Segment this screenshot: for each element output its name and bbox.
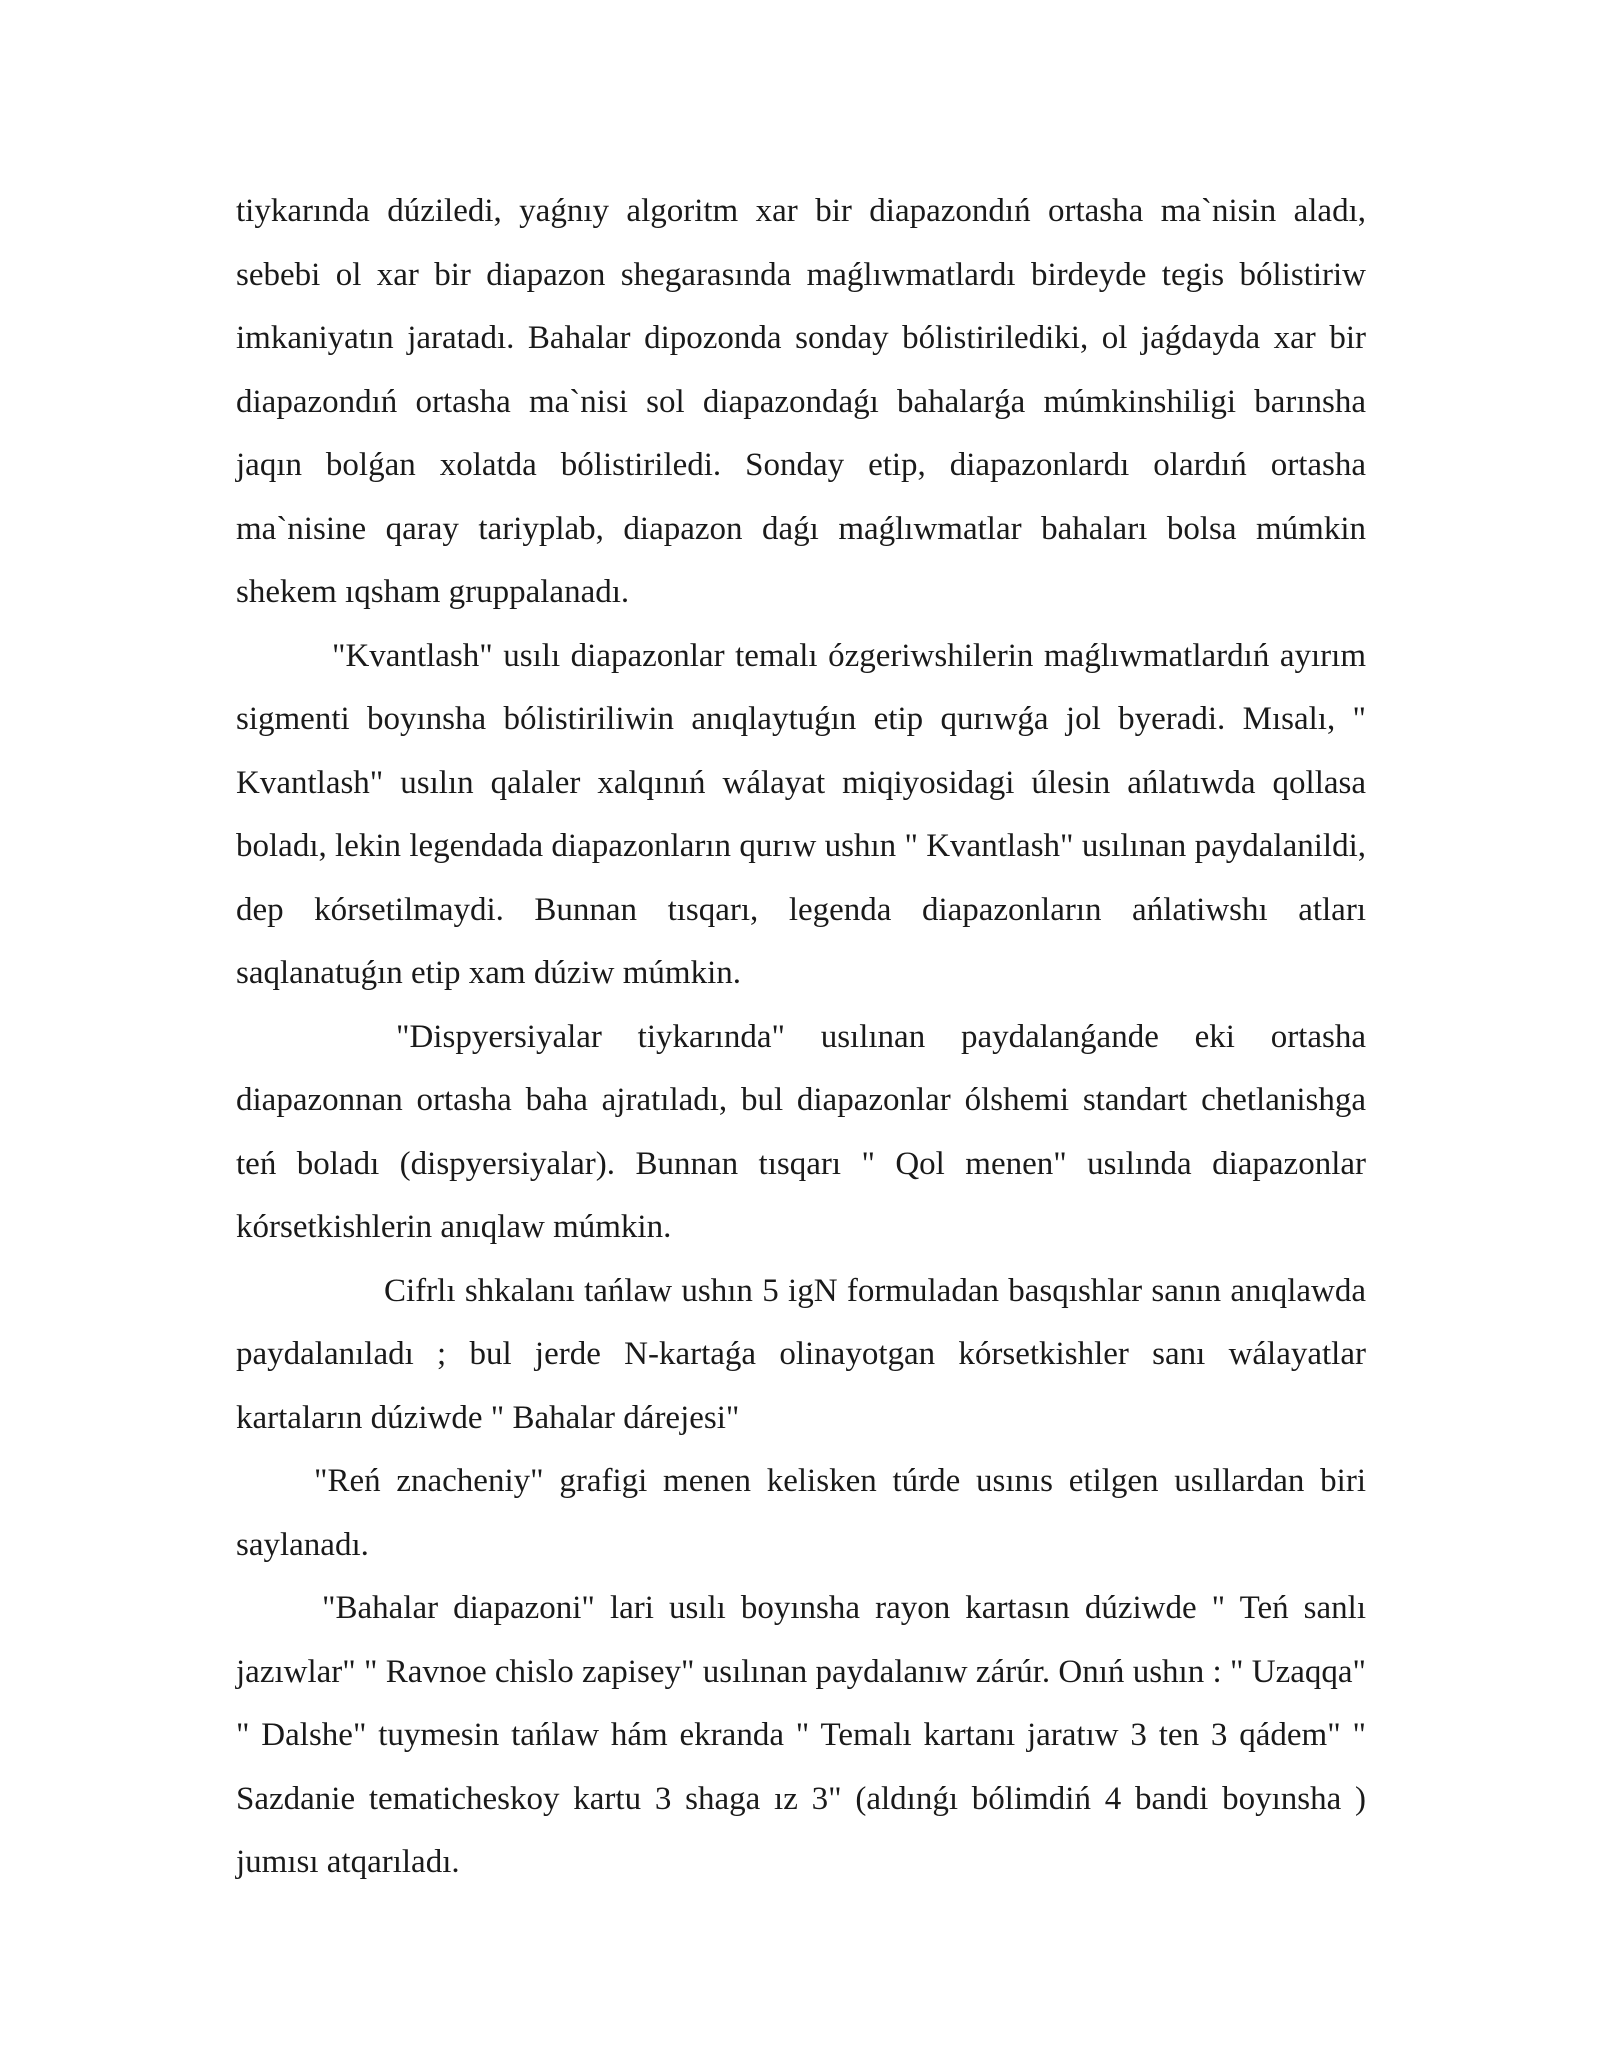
paragraph-5: "Reń znacheniy" grafigi menen kelisken túrde usınıs etilgen usıllardan biri saylanadı. <box>236 1463 1366 1563</box>
document-body <box>236 180 1366 1895</box>
paragraph-2: "Kvantlash" usılı diapazonlar temalı ózgeriwshilerin maǵlıwmatlardıń ayırım sigmenti boyınsha bólistiriliwin anıqlaytuǵın etip qurıwǵa jol byeradi. Mısalı, " Kvantlash" usılın qalaler xalqınıń wálayat miqiyosidagi úlesin ańlatıwda qollasa boladı, lekin legendada diapazonların qurıw ushın " Kvantlash" usılınan paydalanildi, dep kórsetilmaydi. Bunnan tısqarı, legenda diapazonların ańlatiwshı atları saqlanatuǵın etip xam dúziw múmkin. <box>236 637 1366 991</box>
paragraph-3: "Dispyersiyalar tiykarında" usılınan paydalanǵande eki ortasha diapazonnan ortasha baha ajratıladı, bul diapazonlar ólshemi standart chetlanishga teń boladı (dispyersiyalar). Bunnan tısqarı " Qol menen" usılında diapazonlar kórsetkishlerin anıqlaw múmkin. <box>236 1018 1366 1245</box>
paragraph-1: tiykarında dúziledi, yaǵnıy algoritm xar bir diapazondıń ortasha ma`nisin aladı, sebebi ol xar bir diapazon shegarasında maǵlıwmatlardı birdeyde tegis bólistiriw imkaniyatın jaratadı. Bahalar dipozonda sonday bólistirilediki, ol jaǵdayda xar bir diapazondıń ortasha ma`nisi sol diapazondaǵı bahalarǵa múmkinshiligi barınsha jaqın bolǵan xolatda bólistiriledi. Sonday etip, diapazonlardı olardıń ortasha ma`nisine qaray tariyplab, diapazon daǵı maǵlıwmatlar bahaları bolsa múmkin shekem ıqsham gruppalanadı. <box>236 193 1366 610</box>
paragraph-4: Cifrlı shkalanı tańlaw ushın 5 igN formuladan basqıshlar sanın anıqlawda paydalanıladı ; bul jerde N-kartaǵa olinayotgan kórsetkishler sanı wálayatlar kartaların dúziwde " Bahalar dárejesi" <box>236 1272 1366 1436</box>
paragraph-6: "Bahalar diapazoni" lari usılı boyınsha rayon kartasın dúziwde " Teń sanlı jazıwlar" " Ravnoe chislo zapisey" usılınan paydalanıw zárúr. Onıń ushın : " Uzaqqa" " Dalshe" tuymesin tańlaw hám ekranda " Temalı kartanı jaratıw 3 ten 3 qádem" " Sazdanie tematicheskoy kartu 3 shaga ız 3" (aldınǵı bólimdiń 4 bandi boyınsha ) jumısı atqarıladı. <box>236 1590 1366 1880</box>
